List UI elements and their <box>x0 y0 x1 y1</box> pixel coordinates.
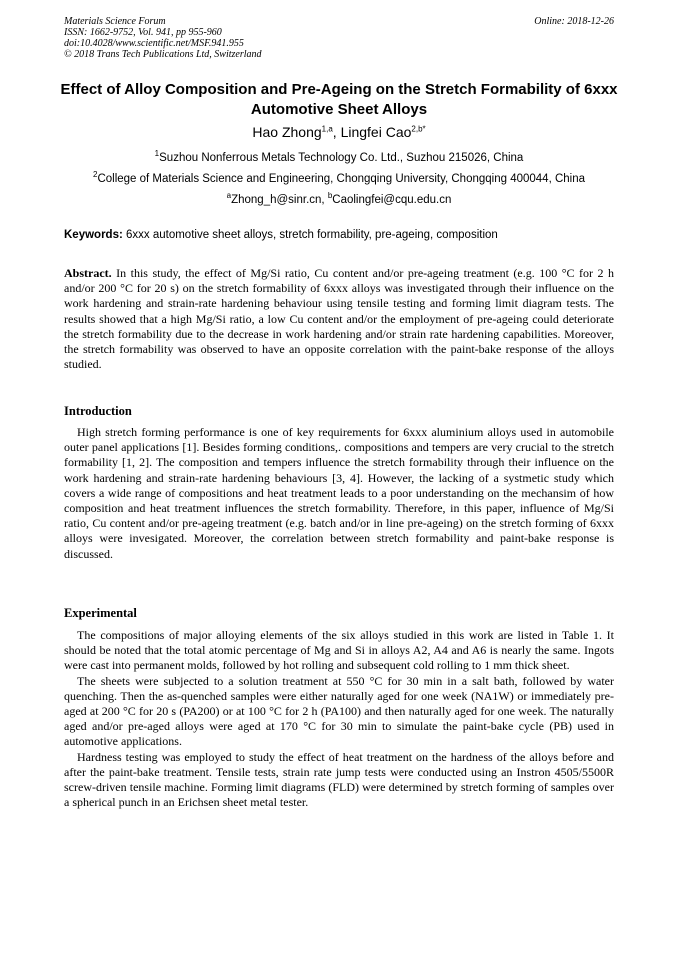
email-b[interactable]: Caolingfei@cqu.edu.cn <box>332 194 452 206</box>
paragraph: Hardness testing was employed to study the effect of heat treatment on the hardness of the alloys before and after the paint-bake treatment. Tensile tests, strain rate jump tests were conducted using an Instron 4505/5500R screw-driven tensile machine. Forming limit diagrams (FLD) were determined by stretch forming of samples over a spherical punch in an Erichsen sheet metal tester. <box>64 749 614 810</box>
paragraph: The sheets were subjected to a solution treatment at 550 °C for 30 min in a salt bath, followed by water quenching. Then the as-quenched samples were either naturally aged for one week (NA1W) or immediately pre-aged at 200 °C for 20 s (PA200) or at 100 °C for 2 h (PA100) and then naturally aged for one week. The naturally aged and/or pre-aged alloys were aged at 170 °C for 30 min to simulate the paint-bake cycle (PB) used in automotive applications. <box>64 673 614 749</box>
introduction-body <box>64 425 614 562</box>
paragraph: High stretch forming performance is one of key requirements for 6xxx aluminium alloys used in automobile outer panel applications [1]. Besides forming conditions,. compositions and tempers are very crucial to the stretch formability [1, 2]. The composition and tempers influence the stretch formability through their influence on the work hardening and strain-rate hardening behaviours [3, 4]. However, the lacking of a systmetic study which covers a wide range of compositions and heat treatment leads to a poor understanding on the mechansim of how composition and heat treatment influences the stretch formability. Therefore, in this paper, influence of Mg/Si ratio, Cu content and/or pre-ageing treatment (e.g. batch and/or in line pre-ageing) on the stretch forming of 6xxx alloys were invesigated. Moreover, the correlation between stretch formability and paint-bake response is discussed. <box>64 425 614 561</box>
abstract-label: Abstract. <box>64 266 112 280</box>
paper-title: Effect of Alloy Composition and Pre-Ageing on the Stretch Formability of 6xxx Automotive Sheet Alloys <box>60 81 618 118</box>
issn: ISSN: 1662-9752, Vol. 941, pp 955-960 <box>64 27 222 38</box>
journal-name: Materials Science Forum <box>64 16 166 27</box>
affiliation-2 <box>30 171 648 187</box>
email-a[interactable]: Zhong_h@sinr.cn, <box>231 194 325 206</box>
affiliation-text: College of Materials Science and Engineering, Chongqing University, Chongqing 400044, China <box>97 173 586 185</box>
abstract-text: In this study, the effect of Mg/Si ratio, Cu content and/or pre-ageing treatment (e.g. 100 °C for 2 h and/or 200 °C for 20 s) on the stretch formability of 6xxx alloys was investigated through their influence on the work hardening and strain-rate hardening behaviour using tensile testing and forming limit diagram tests. The results showed that a high Mg/Si ratio, a low Cu content and/or the employment of pre-ageing could deteriorate the stretch formability due to the decrease in work hardening and/or strain rate hardening capabilities. Moreover, the stretch formability was observed to have an opposite correlation with the paint-bake response of the alloys studied. <box>64 266 614 372</box>
author-name: Lingfei Cao <box>340 124 412 140</box>
keywords-label: Keywords: <box>64 229 123 241</box>
affiliation-sup: 2 <box>92 170 98 180</box>
author-separator: , <box>332 124 341 140</box>
affiliation-sup: 1 <box>154 149 160 159</box>
affiliation-text: Suzhou Nonferrous Metals Technology Co. Ltd., Suzhou 215026, China <box>159 152 524 164</box>
online-date: Online: 2018-12-26 <box>534 16 614 27</box>
journal-header <box>64 16 262 60</box>
section-heading: Introduction <box>64 404 132 418</box>
email-line <box>30 192 648 208</box>
author-line <box>40 122 638 142</box>
author-sup: 1,a <box>321 124 333 134</box>
copyright: © 2018 Trans Tech Publications Ltd, Switzerland <box>64 49 262 60</box>
abstract <box>64 266 614 372</box>
keywords <box>64 227 620 243</box>
email-sup: a <box>226 191 232 201</box>
author-sup: 2,b* <box>411 124 426 134</box>
doi: doi:10.4028/www.scientific.net/MSF.941.955 <box>64 38 244 49</box>
author-name: Hao Zhong <box>252 124 322 140</box>
paragraph: The compositions of major alloying elements of the six alloys studied in this work are listed in Table 1. It should be noted that the total atomic percentage of Mg and Si in alloys A2, A4 and A6 is nearly the same. Ingots were cast into permanent molds, followed by hot rolling and subsequent cold rolling to 1 mm thick sheet. <box>64 628 614 673</box>
section-heading: Experimental <box>64 606 137 620</box>
email-sup: b <box>327 191 333 201</box>
experimental-body <box>64 628 614 810</box>
affiliation-1 <box>30 150 648 166</box>
keywords-text: 6xxx automotive sheet alloys, stretch formability, pre-ageing, composition <box>126 229 498 241</box>
